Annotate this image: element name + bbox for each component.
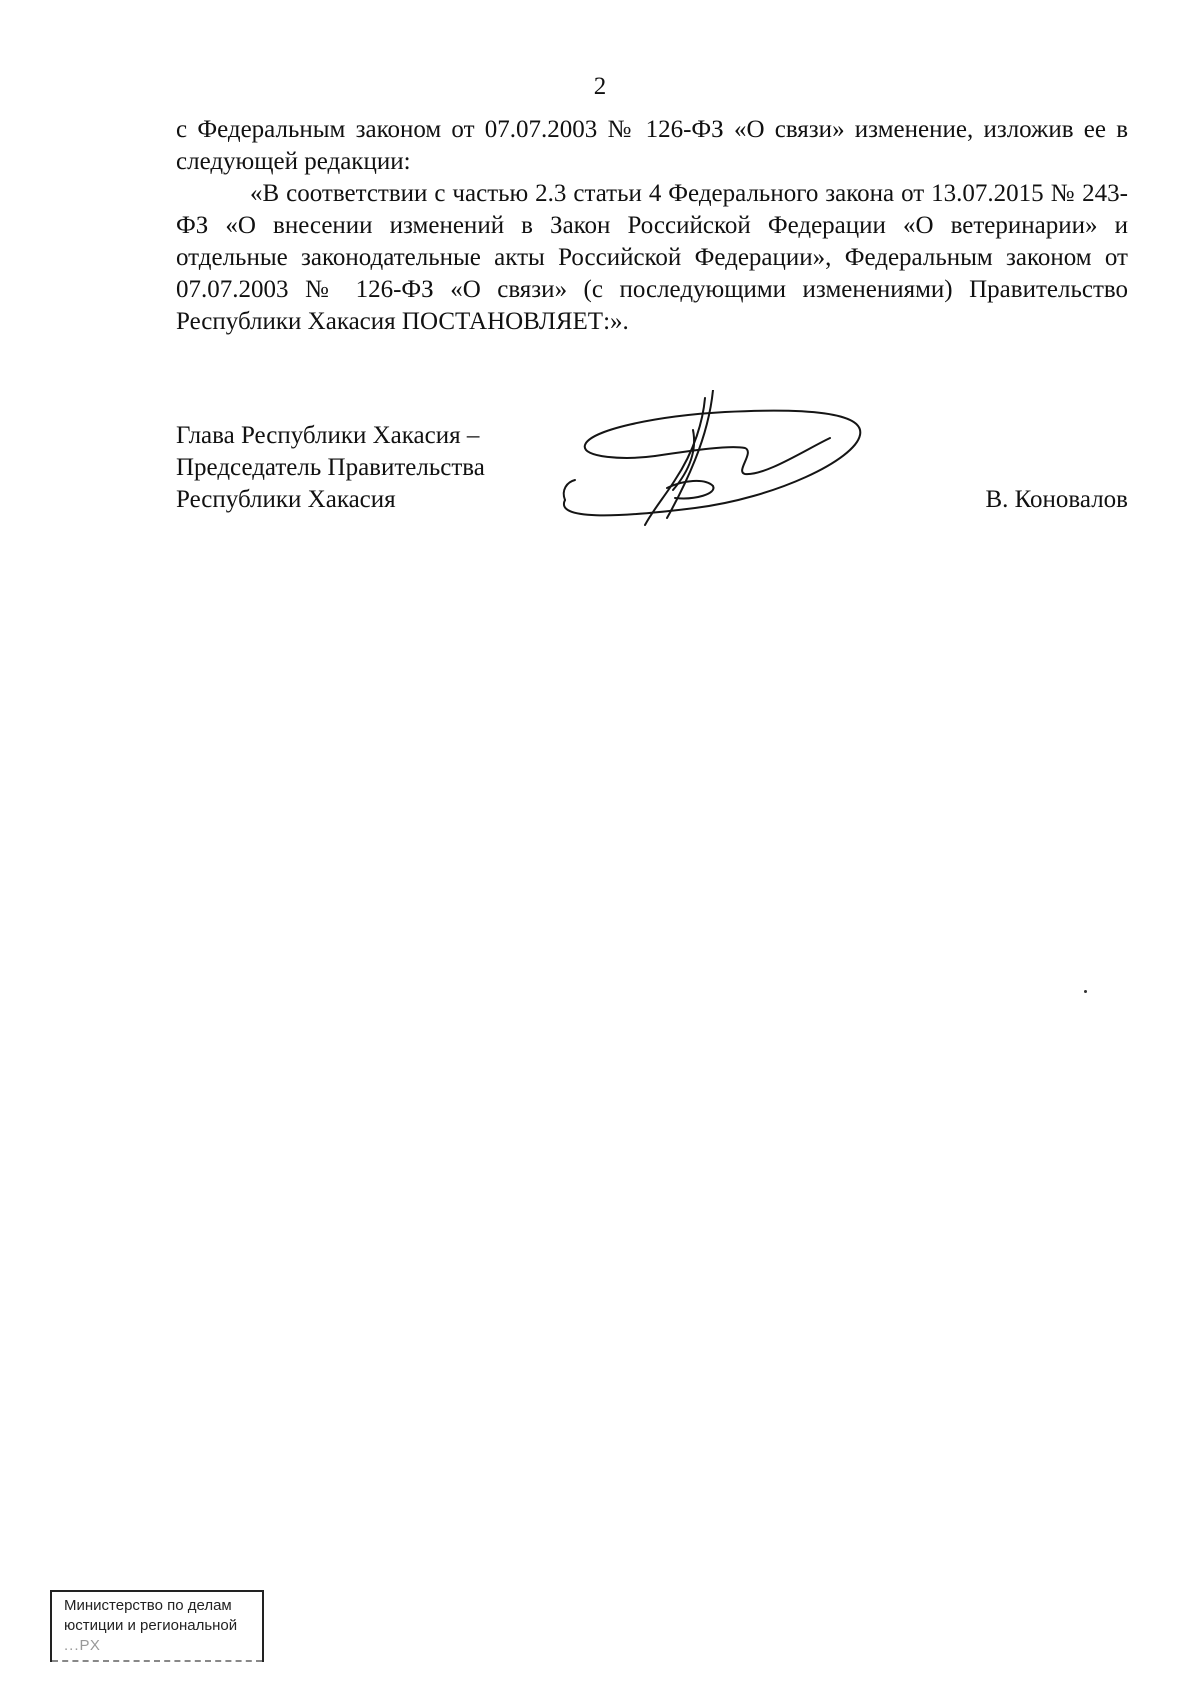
paragraph-1: с Федеральным законом от 07.07.2003 № 126-ФЗ «О связи» изменение, изложив ее в следующей редакции: xyxy=(176,116,1128,175)
position-line-1: Глава Республики Хакасия – xyxy=(176,422,480,449)
stamp-bottom-border xyxy=(52,1660,262,1662)
position-line-2: Председатель Правительства xyxy=(176,454,485,481)
handwritten-signature xyxy=(555,390,875,550)
paragraph-2: «В соответствии с частью 2.3 статьи 4 Федерального закона от 13.07.2015 № 243-ФЗ «О внесении изменений в Закон Российской Федерации «О ветеринарии» и отдельные законодательные акты Российской Федерации», Федеральным законом от 07.07.2003 № 126-ФЗ «О связи» (с последующими изменениями) Правительство Республики Хакасия ПОСТАНОВЛЯЕТ:». xyxy=(176,180,1128,335)
ministry-stamp xyxy=(50,1590,264,1662)
signatory-position xyxy=(176,420,485,516)
scan-speck xyxy=(1084,990,1087,993)
stamp-line-3: ...РХ xyxy=(64,1637,101,1654)
position-line-3: Республики Хакасия xyxy=(176,486,396,513)
stamp-line-2: юстиции и региональной xyxy=(64,1617,238,1634)
page-number: 2 xyxy=(593,73,607,100)
signer-name: В. Коновалов xyxy=(985,486,1128,513)
body-text xyxy=(176,114,1128,338)
stamp-line-1: Министерство по делам xyxy=(64,1597,232,1614)
